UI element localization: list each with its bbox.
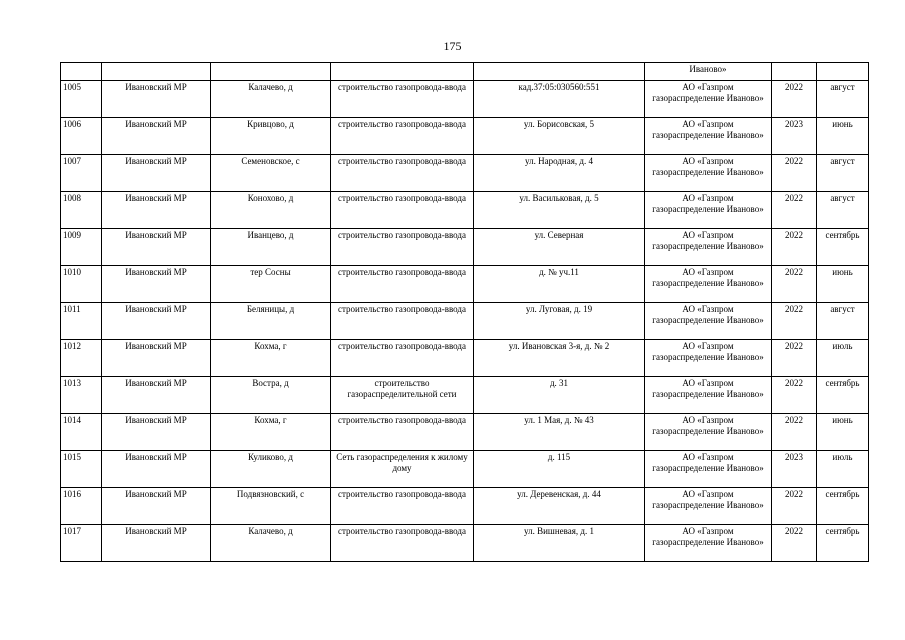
cell-work-type: строительство газопровода-ввода bbox=[331, 414, 474, 451]
table-row bbox=[61, 525, 869, 562]
cell-month: июнь bbox=[817, 118, 869, 155]
cell-work-type: строительство газопровода-ввода bbox=[331, 155, 474, 192]
cell-organization: АО «Газпром газораспределение Иваново» bbox=[645, 266, 772, 303]
cell-organization: АО «Газпром газораспределение Иваново» bbox=[645, 377, 772, 414]
cell-number: 1013 bbox=[61, 377, 102, 414]
cell-organization: АО «Газпром газораспределение Иваново» bbox=[645, 229, 772, 266]
cell-district: Ивановский МР bbox=[102, 340, 211, 377]
cell-month: август bbox=[817, 192, 869, 229]
cell-number: 1017 bbox=[61, 525, 102, 562]
cell-month: сентябрь bbox=[817, 488, 869, 525]
cell-address: кад.37:05:030560:551 bbox=[474, 81, 645, 118]
table-row-continuation bbox=[61, 63, 869, 81]
table-row bbox=[61, 81, 869, 118]
cell-month: август bbox=[817, 303, 869, 340]
cell-address: ул. Васильковая, д. 5 bbox=[474, 192, 645, 229]
cell-settlement: Кохма, г bbox=[211, 414, 331, 451]
table-row bbox=[61, 155, 869, 192]
cell-organization: АО «Газпром газораспределение Иваново» bbox=[645, 340, 772, 377]
table-row bbox=[61, 192, 869, 229]
cell-organization: АО «Газпром газораспределение Иваново» bbox=[645, 451, 772, 488]
table-row bbox=[61, 451, 869, 488]
cell-year: 2022 bbox=[772, 414, 817, 451]
cell-year: 2023 bbox=[772, 451, 817, 488]
table-row bbox=[61, 229, 869, 266]
cell-address: ул. Северная bbox=[474, 229, 645, 266]
cell-district: Ивановский МР bbox=[102, 155, 211, 192]
cell-district: Ивановский МР bbox=[102, 451, 211, 488]
cell-address: ул. Вишневая, д. 1 bbox=[474, 525, 645, 562]
cell-year: 2022 bbox=[772, 155, 817, 192]
cell-organization: АО «Газпром газораспределение Иваново» bbox=[645, 118, 772, 155]
cell-year: 2022 bbox=[772, 192, 817, 229]
cell-district: Ивановский МР bbox=[102, 229, 211, 266]
cell-year: 2022 bbox=[772, 266, 817, 303]
cell-year: 2022 bbox=[772, 303, 817, 340]
cell-organization: АО «Газпром газораспределение Иваново» bbox=[645, 155, 772, 192]
cell-work-type: строительство газораспределительной сети bbox=[331, 377, 474, 414]
table-row bbox=[61, 414, 869, 451]
cell-work-type: строительство газопровода-ввода bbox=[331, 229, 474, 266]
cell-district: Ивановский МР bbox=[102, 266, 211, 303]
cell-work-type: строительство газопровода-ввода bbox=[331, 303, 474, 340]
cell-number: 1014 bbox=[61, 414, 102, 451]
cell-organization: Иваново» bbox=[645, 63, 772, 81]
cell-work-type: строительство газопровода-ввода bbox=[331, 525, 474, 562]
cell-year: 2022 bbox=[772, 525, 817, 562]
cell-month: июль bbox=[817, 340, 869, 377]
cell-organization: АО «Газпром газораспределение Иваново» bbox=[645, 81, 772, 118]
cell-district: Ивановский МР bbox=[102, 525, 211, 562]
cell-address: ул. Луговая, д. 19 bbox=[474, 303, 645, 340]
cell-month: сентябрь bbox=[817, 229, 869, 266]
cell-work-type: строительство газопровода-ввода bbox=[331, 81, 474, 118]
cell-work-type bbox=[331, 63, 474, 81]
cell-month: июнь bbox=[817, 266, 869, 303]
cell-work-type: строительство газопровода-ввода bbox=[331, 118, 474, 155]
cell-settlement bbox=[211, 63, 331, 81]
cell-month: сентябрь bbox=[817, 525, 869, 562]
cell-district: Ивановский МР bbox=[102, 192, 211, 229]
cell-address: ул. Народная, д. 4 bbox=[474, 155, 645, 192]
table-body bbox=[61, 63, 869, 562]
cell-month: сентябрь bbox=[817, 377, 869, 414]
cell-number: 1009 bbox=[61, 229, 102, 266]
cell-settlement: Куликово, д bbox=[211, 451, 331, 488]
cell-work-type: Сеть газораспределения к жилому дому bbox=[331, 451, 474, 488]
cell-number: 1006 bbox=[61, 118, 102, 155]
cell-number: 1011 bbox=[61, 303, 102, 340]
cell-settlement: Конохово, д bbox=[211, 192, 331, 229]
cell-district bbox=[102, 63, 211, 81]
cell-year: 2022 bbox=[772, 81, 817, 118]
cell-work-type: строительство газопровода-ввода bbox=[331, 266, 474, 303]
gasification-table bbox=[60, 62, 869, 562]
table-row bbox=[61, 340, 869, 377]
cell-settlement: Подвязновский, с bbox=[211, 488, 331, 525]
cell-number: 1005 bbox=[61, 81, 102, 118]
cell-year: 2023 bbox=[772, 118, 817, 155]
cell-address: ул. Ивановская 3-я, д. № 2 bbox=[474, 340, 645, 377]
cell-settlement: Иванцево, д bbox=[211, 229, 331, 266]
cell-organization: АО «Газпром газораспределение Иваново» bbox=[645, 525, 772, 562]
cell-year bbox=[772, 63, 817, 81]
cell-address bbox=[474, 63, 645, 81]
cell-district: Ивановский МР bbox=[102, 303, 211, 340]
cell-work-type: строительство газопровода-ввода bbox=[331, 192, 474, 229]
cell-district: Ивановский МР bbox=[102, 488, 211, 525]
cell-address: д. 115 bbox=[474, 451, 645, 488]
cell-settlement: тер Сосны bbox=[211, 266, 331, 303]
cell-number: 1010 bbox=[61, 266, 102, 303]
cell-settlement: Калачево, д bbox=[211, 81, 331, 118]
cell-address: ул. Борисовская, 5 bbox=[474, 118, 645, 155]
cell-year: 2022 bbox=[772, 340, 817, 377]
page-number: 175 bbox=[443, 39, 462, 53]
cell-district: Ивановский МР bbox=[102, 377, 211, 414]
cell-settlement: Калачево, д bbox=[211, 525, 331, 562]
table-row bbox=[61, 377, 869, 414]
table-row bbox=[61, 118, 869, 155]
cell-address: ул. 1 Мая, д. № 43 bbox=[474, 414, 645, 451]
cell-work-type: строительство газопровода-ввода bbox=[331, 340, 474, 377]
cell-number: 1008 bbox=[61, 192, 102, 229]
cell-settlement: Кривцово, д bbox=[211, 118, 331, 155]
cell-year: 2022 bbox=[772, 229, 817, 266]
cell-address: д. 31 bbox=[474, 377, 645, 414]
cell-organization: АО «Газпром газораспределение Иваново» bbox=[645, 414, 772, 451]
cell-month: август bbox=[817, 81, 869, 118]
cell-month bbox=[817, 63, 869, 81]
cell-number: 1015 bbox=[61, 451, 102, 488]
cell-district: Ивановский МР bbox=[102, 81, 211, 118]
cell-organization: АО «Газпром газораспределение Иваново» bbox=[645, 192, 772, 229]
cell-district: Ивановский МР bbox=[102, 118, 211, 155]
cell-year: 2022 bbox=[772, 377, 817, 414]
cell-settlement: Беляницы, д bbox=[211, 303, 331, 340]
cell-year: 2022 bbox=[772, 488, 817, 525]
cell-organization: АО «Газпром газораспределение Иваново» bbox=[645, 488, 772, 525]
cell-settlement: Семеновское, с bbox=[211, 155, 331, 192]
table-row bbox=[61, 266, 869, 303]
cell-work-type: строительство газопровода-ввода bbox=[331, 488, 474, 525]
cell-number: 1016 bbox=[61, 488, 102, 525]
cell-address: ул. Деревенская, д. 44 bbox=[474, 488, 645, 525]
cell-district: Ивановский МР bbox=[102, 414, 211, 451]
cell-settlement: Востра, д bbox=[211, 377, 331, 414]
cell-settlement: Кохма, г bbox=[211, 340, 331, 377]
table-row bbox=[61, 303, 869, 340]
cell-number: 1007 bbox=[61, 155, 102, 192]
cell-month: август bbox=[817, 155, 869, 192]
cell-number: 1012 bbox=[61, 340, 102, 377]
cell-organization: АО «Газпром газораспределение Иваново» bbox=[645, 303, 772, 340]
cell-number bbox=[61, 63, 102, 81]
cell-month: июль bbox=[817, 451, 869, 488]
table-row bbox=[61, 488, 869, 525]
cell-address: д. № уч.11 bbox=[474, 266, 645, 303]
cell-month: июнь bbox=[817, 414, 869, 451]
